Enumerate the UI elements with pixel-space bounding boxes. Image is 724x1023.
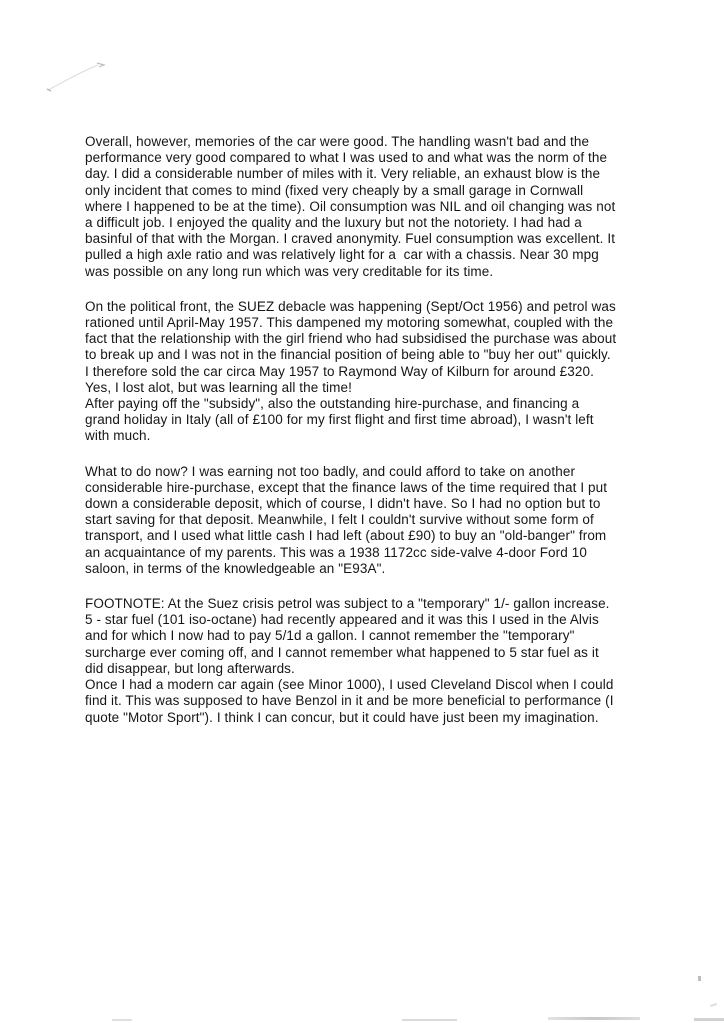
text-line: a difficult job. I enjoyed the quality and the luxury but not the notoriety. I had had a [85,215,582,231]
text-line: basinful of that with the Morgan. I craved anonymity. Fuel consumption was excellent. It [85,231,616,247]
text-line: surcharge ever coming off, and I cannot remember what happened to 5 star fuel as it [85,644,599,660]
text-line: quote "Motor Sport"). I think I can concur, but it could have just been my imagination. [85,709,599,725]
text-line: pulled a high axle ratio and was relatively light for a car with a chassis. Near 30 mpg [85,247,599,263]
text-line: day. I did a considerable number of miles with it. Very reliable, an exhaust blow is the [85,166,601,182]
pencil-squiggle-artifact [42,50,114,98]
text-line: Once I had a modern car again (see Minor 1000), I used Cleveland Discol when I could [85,677,614,693]
text-line: Yes, I lost alot, but was learning all the time! [85,379,352,395]
scan-bottom-smudge-artifact [548,1017,640,1020]
text-line: performance very good compared to what I was used to and what was the norm of the [85,150,608,166]
text-line: rationed until April-May 1957. This dampened my motoring somewhat, coupled with the [85,315,614,331]
text-line: Overall, however, memories of the car were good. The handling wasn't bad and the [85,134,590,149]
paragraph-4 [85,596,647,726]
scan-bottom-smudge-artifact [694,1018,724,1021]
text-line: only incident that comes to mind (fixed very cheaply by a small garage in Cornwall [85,182,584,198]
text-line: transport, and I used what little cash I had left (about £90) to buy an "old-banger" from [85,528,607,544]
text-line: find it. This was supposed to have Benzol in it and be more beneficial to performance (I [85,693,614,709]
text-line: down a considerable deposit, which of course, I didn't have. So I had no option but to [85,496,601,512]
text-line: was possible on any long run which was very creditable for its time. [85,263,494,279]
text-line: where I happened to be at the time). Oil consumption was NIL and oil changing was not [85,198,616,214]
text-line: an acquaintance of my parents. This was a 1938 1172cc side-valve 4-door Ford 10 [85,544,587,560]
scan-speck-artifact [698,976,701,981]
text-line: with much. [85,428,151,444]
text-line: considerable hire-purchase, except that the finance laws of the time required that I put [85,479,608,495]
text-line: FOOTNOTE: At the Suez crisis petrol was subject to a "temporary" 1/- gallon increase. [85,596,610,612]
text-line: to break up and I was not in the financial position of being able to "buy her out" quickly. [85,347,611,363]
text-line: fact that the relationship with the girl friend who had subsidised the purchase was about [85,331,617,347]
text-line: saloon, in terms of the knowledgeable an "E93A". [85,560,386,576]
scan-bottom-smudge-artifact [112,1019,132,1021]
scan-edge-mark-artifact [710,1003,717,1007]
paragraph-3 [85,464,647,577]
scan-bottom-smudge-artifact [402,1019,457,1021]
text-line: grand holiday in Italy (all of £100 for my first flight and first time abroad), I wasn't left [85,412,594,428]
text-line: After paying off the "subsidy", also the outstanding hire-purchase, and financing a [85,396,580,412]
text-line: did disappear, but long afterwards. [85,660,295,676]
paragraph-2 [85,299,647,445]
document-body [85,134,647,745]
text-line: 5 - star fuel (101 iso-octane) had recently appeared and it was this I used in the Alvis [85,612,599,628]
text-line: start saving for that deposit. Meanwhile, I felt I couldn't survive without some form of [85,512,594,528]
text-line: What to do now? I was earning not too badly, and could afford to take on another [85,463,576,479]
text-line: On the political front, the SUEZ debacle was happening (Sept/Oct 1956) and petrol was [85,298,616,314]
text-line: and for which I now had to pay 5/1d a gallon. I cannot remember the "temporary" [85,628,575,644]
text-line: I therefore sold the car circa May 1957 to Raymond Way of Kilburn for around £320. [85,363,594,379]
paragraph-1 [85,134,647,280]
